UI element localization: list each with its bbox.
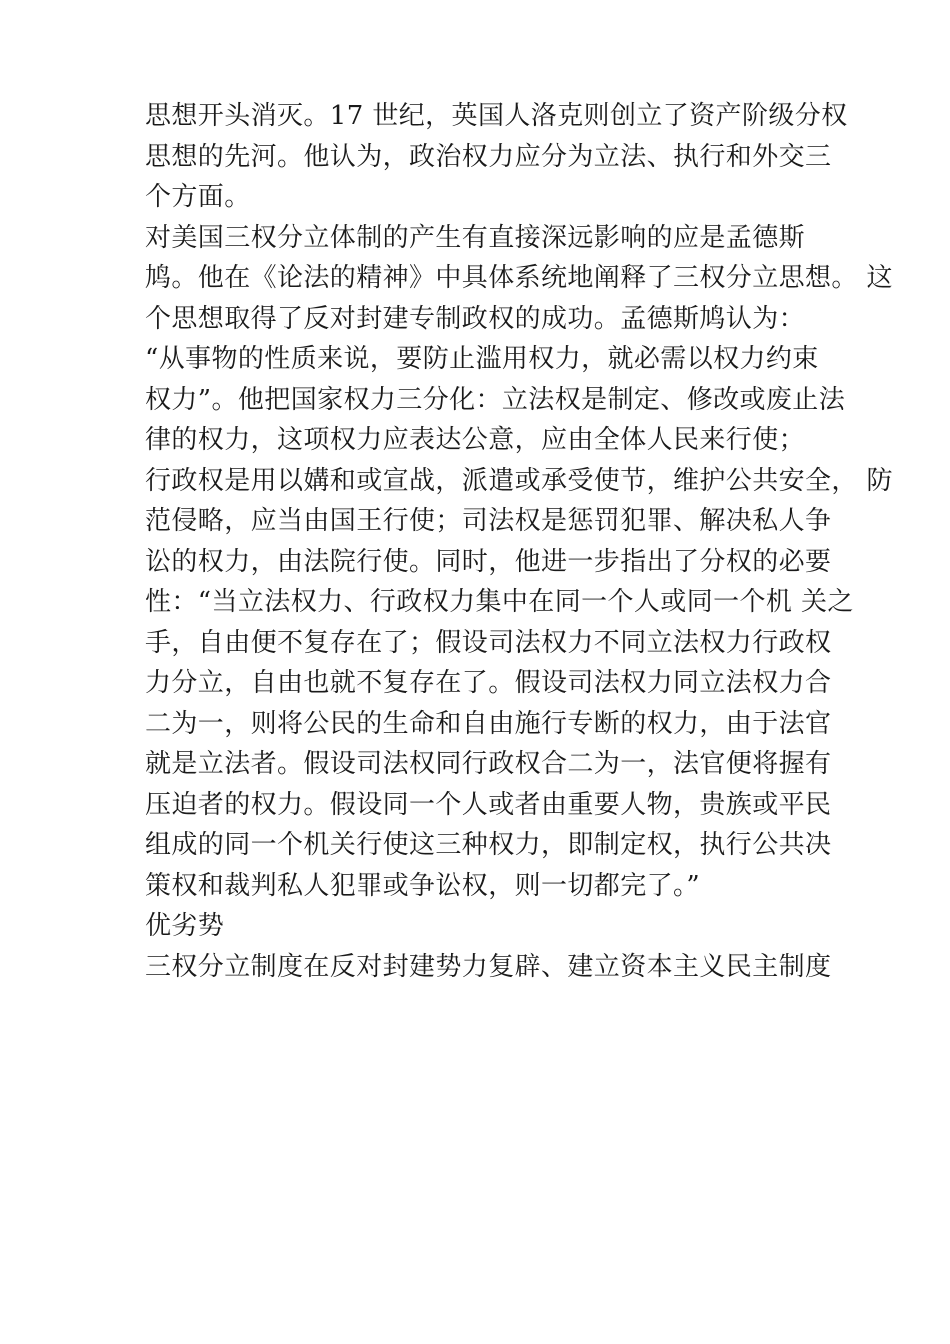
section-heading: 优劣势	[145, 911, 225, 941]
text-line: 性：“当立法权力、行政权力集中在同一个人或同一个机 关之	[145, 587, 854, 617]
text-line: 律的权力，这项权力应表达公意，应由全体人民来行使；	[145, 425, 806, 455]
body-text	[145, 96, 893, 987]
text-line: 对美国三权分立体制的产生有直接深远影响的应是孟德斯	[145, 222, 806, 253]
text-line: 策权和裁判私人犯罪或争讼权，则一切都完了。”	[145, 870, 701, 901]
text-line: 个方面。	[145, 182, 251, 212]
text-line: 力分立，自由也就不复存在了。假设司法权力同立法权力合	[145, 668, 832, 698]
text-line: 思想的先河。他认为，政治权力应分为立法、执行和外交三	[145, 141, 832, 172]
text-line: 手，自由便不复存在了；假设司法权力不同立法权力行政权	[145, 627, 832, 658]
text-line: 个思想取得了反对封建专制政权的成功。孟德斯鸠认为：	[145, 303, 806, 334]
text-line: 压迫者的权力。假设同一个人或者由重要人物，贵族或平民	[145, 789, 832, 820]
text-line: 思想开头消灭。17 世纪，英国人洛克则创立了资产阶级分权	[145, 101, 848, 131]
text-line: 讼的权力，由法院行使。同时，他进一步指出了分权的必要	[145, 546, 832, 577]
text-line: 就是立法者。假设司法权同行政权合二为一，法官便将握有	[145, 749, 832, 779]
text-line: “从事物的性质来说，要防止滥用权力，就必需以权力约束	[145, 344, 819, 374]
text-line: 二为一，则将公民的生命和自由施行专断的权力，由于法官	[145, 708, 832, 739]
text-line: 权力”。他把国家权力三分化：立法权是制定、修改或废止法	[145, 384, 846, 415]
text-line: 范侵略，应当由国王行使；司法权是惩罚犯罪、解决私人争	[145, 506, 832, 536]
text-line: 鸠。他在《论法的精神》中具体系统地阐释了三权分立思想。 这	[145, 263, 893, 293]
text-line: 行政权是用以媾和或宣战，派遣或承受使节，维护公共安全， 防	[145, 465, 893, 496]
text-line: 三权分立制度在反对封建势力复辟、建立资本主义民主制度	[145, 951, 832, 982]
text-line: 组成的同一个机关行使这三种权力，即制定权，执行公共决	[145, 830, 832, 860]
